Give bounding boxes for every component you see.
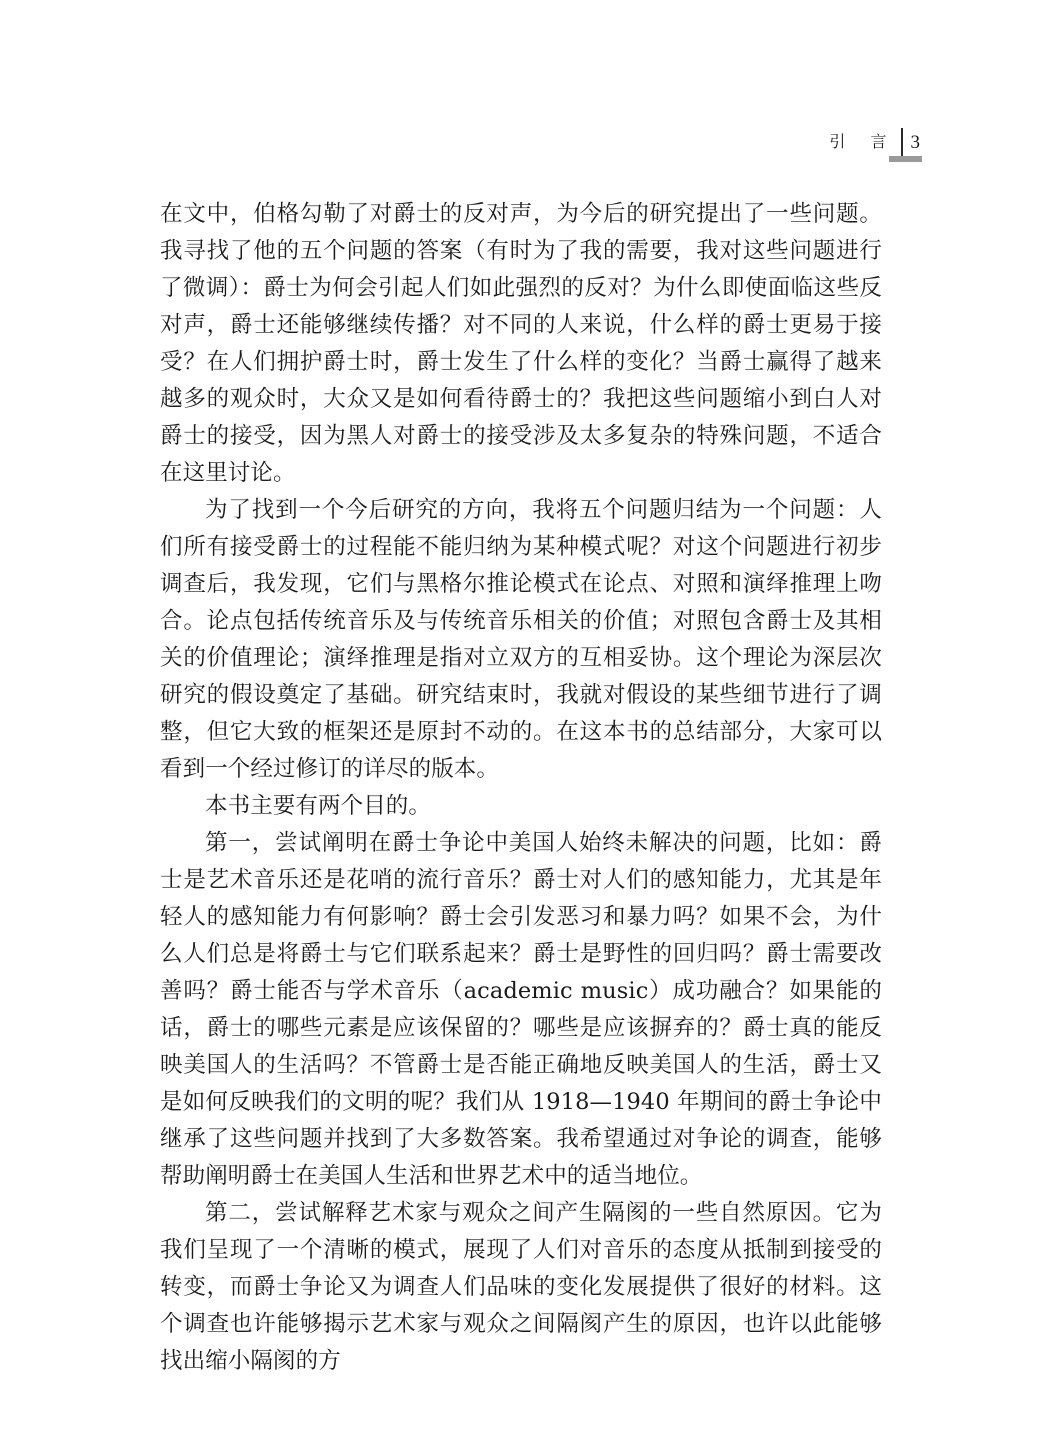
chapter-title: 引 言 (829, 132, 897, 151)
paragraph: 为了找到一个今后研究的方向，我将五个问题归结为一个问题：人们所有接受爵士的过程能不能归纳为某种模式呢？对这个问题进行初步调查后，我发现，它们与黑格尔推论模式在论点、对照和演绎推理上吻合。论点包括传统音乐及与传统音乐相关的价值；对照包含爵士及其相关的价值理论；演绎推理是指对立双方的互相妥协。这个理论为深层次研究的假设奠定了基础。研究结束时，我就对假设的某些细节进行了调整，但它大致的框架还是原封不动的。在这本书的总结部分，大家可以看到一个经过修订的详尽的版本。 (160, 497, 882, 782)
paragraph: 在文中，伯格勾勒了对爵士的反对声，为今后的研究提出了一些问题。我寻找了他的五个问题的答案（有时为了我的需要，我对这些问题进行了微调）：爵士为何会引起人们如此强烈的反对？为什么即使面临这些反对声，爵士还能够继续传播？对不同的人来说，什么样的爵士更易于接受？在人们拥护爵士时，爵士发生了什么样的变化？当爵士赢得了越来越多的观众时，大众又是如何看待爵士的？我把这些问题缩小到白人对爵士的接受，因为黑人对爵士的接受涉及太多复杂的特殊问题，不适合在这里讨论。 (160, 201, 882, 486)
header-divider (901, 128, 903, 158)
body-text (160, 196, 882, 1380)
paragraph: 第二，尝试解释艺术家与观众之间产生隔阂的一些自然原因。它为我们呈现了一个清晰的模式，展现了人们对音乐的态度从抵制到接受的转变，而爵士争论又为调查人们品味的变化发展提供了很好的材料。这个调查也许能够揭示艺术家与观众之间隔阂产生的原因，也许以此能够找出缩小隔阂的方 (160, 1200, 882, 1374)
header-underbar (889, 156, 922, 162)
page-number: 3 (910, 132, 920, 153)
paragraph: 第一，尝试阐明在爵士争论中美国人始终未解决的问题，比如：爵士是艺术音乐还是花哨的流行音乐？爵士对人们的感知能力，尤其是年轻人的感知能力有何影响？爵士会引发恶习和暴力吗？如果不会，为什么人们总是将爵士与它们联系起来？爵士是野性的回归吗？爵士需要改善吗？爵士能否与学术音乐（academic music）成功融合？如果能的话，爵士的哪些元素是应该保留的？哪些是应该摒弃的？爵士真的能反映美国人的生活吗？不管爵士是否能正确地反映美国人的生活，爵士又是如何反映我们的文明的呢？我们从 1918—1940 年期间的爵士争论中继承了这些问题并找到了大多数答案。我希望通过对争论的调查，能够帮助阐明爵士在美国人生活和世界艺术中的适当地位。 (160, 830, 882, 1189)
paragraph: 本书主要有两个目的。 (205, 793, 432, 819)
